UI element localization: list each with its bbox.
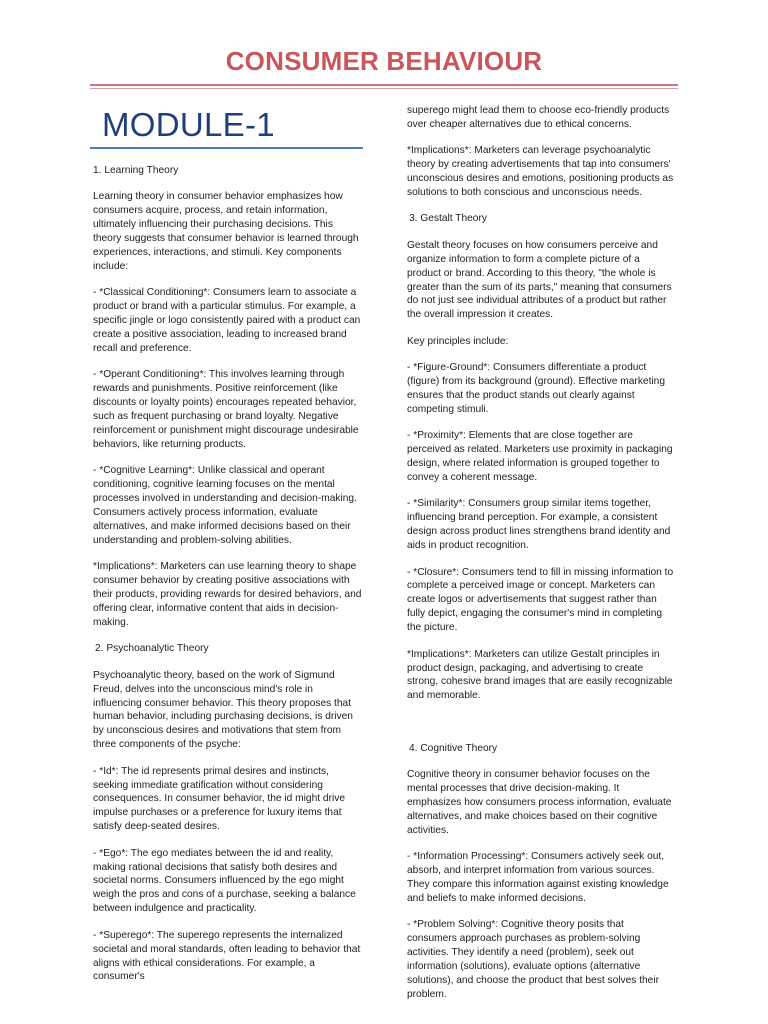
- paragraph: - *Superego*: The superego represents the internalized societal and moral standards, often leading to behavior that aligns with ethical considerations. For example, a consumer's: [93, 929, 361, 983]
- paragraph: superego might lead them to choose eco-friendly products over cheaper alternatives due to ethical concerns.: [407, 105, 670, 130]
- paragraph: - *Similarity*: Consumers group similar items together, influencing brand perception. For example, a consistent design across product lines strengthens brand identity and aids in product recognition.: [407, 498, 671, 552]
- heading-psychoanalytic-theory: 2. Psychoanalytic Theory: [95, 643, 209, 655]
- paragraph: - *Operant Conditioning*: This involves learning through rewards and punishments. Positive reinforcement (like discounts or loyalty points) encourages repeated behavior, such as frequent purchasing or brand loyalty. Negative reinforcement or punishment might discourage undesirable behaviors, like returning products.: [93, 369, 359, 450]
- module-rule: [90, 147, 363, 149]
- paragraph: Cognitive theory in consumer behavior focuses on the mental processes that drive decision-making. It emphasizes how consumers process information, evaluate alternatives, and make choices based on their cognitive activities.: [407, 769, 672, 836]
- left-column: [93, 164, 363, 997]
- title-rule-bottom: [90, 88, 678, 89]
- paragraph: Psychoanalytic theory, based on the work of Sigmund Freud, delves into the unconscious mind's role in influencing consumer behavior. This theory proposes that human behavior, including purchasing decisions, is driven by unconscious desires and motivations that stem from three components of the psyche:: [93, 669, 353, 751]
- paragraph: *Implications*: Marketers can use learning theory to shape consumer behavior by creating positive associations with their products, providing rewards for desired behaviors, and offering clear, informative content that aids in decision-making.: [93, 561, 362, 628]
- paragraph: - *Classical Conditioning*: Consumers learn to associate a product or brand with a particular stimulus. For example, a specific jingle or logo consistently paired with a product can create a positive association, leading to increased brand recall and preference.: [93, 287, 361, 354]
- document-title: CONSUMER BEHAVIOUR: [225, 46, 543, 76]
- paragraph: *Implications*: Marketers can utilize Gestalt principles in product design, packaging, and advertising to create strong, cohesive brand images that are easily recognizable and memorable.: [407, 648, 673, 702]
- paragraph: Gestalt theory focuses on how consumers perceive and organize information to form a complete picture of a product or brand. According to this theory, "the whole is greater than the sum of its parts," meaning that consumers do not just see individual attributes of a product but rather the overall impression it creates.: [407, 239, 672, 321]
- paragraph: - *Information Processing*: Consumers actively seek out, absorb, and interpret information from various sources. They compare this information against existing knowledge and beliefs to make informed decisions.: [407, 851, 669, 904]
- paragraph: - *Id*: The id represents primal desires and instincts, seeking immediate gratification without considering consequences. In consumer behavior, the id might drive impulse purchases or a preference for luxury items that satisfy deep-seated desires.: [93, 765, 346, 833]
- paragraph: Learning theory in consumer behavior emphasizes how consumers acquire, process, and retain information, ultimately influencing their purchasing decisions. This theory suggests that consumer behavior is learned through experiences, interactions, and stimuli. Key components include:: [93, 191, 359, 272]
- paragraph: Key principles include:: [407, 335, 509, 347]
- module-heading: MODULE-1: [102, 106, 275, 143]
- paragraph: - *Closure*: Consumers tend to fill in missing information to complete a perceived image or concept. Marketers can create logos or advertisements that suggest rather than fully depict, engaging the consumer's mind in completing the picture.: [407, 566, 674, 634]
- title-rule-top: [90, 84, 678, 86]
- paragraph: - *Proximity*: Elements that are close together are perceived as related. Marketers use proximity in packaging design, where related information is grouped together to convey a coherent message.: [407, 430, 673, 484]
- right-column: [407, 104, 675, 1014]
- heading-gestalt-theory: 3. Gestalt Theory: [409, 213, 487, 225]
- paragraph: - *Ego*: The ego mediates between the id and reality, making rational decisions that satisfy both desires and societal norms. Consumers influenced by the ego might weigh the pros and cons of a purchase, seeking a balance between indulgence and practicality.: [93, 847, 356, 915]
- paragraph: *Implications*: Marketers can leverage psychoanalytic theory by creating advertisements that tap into consumers' unconscious desires and emotions, positioning products as solutions to both conscious and unconscious needs.: [407, 145, 674, 199]
- heading-learning-theory: 1. Learning Theory: [93, 165, 179, 176]
- heading-cognitive-theory: 4. Cognitive Theory: [409, 742, 498, 754]
- spacer: [407, 716, 675, 742]
- paragraph: - *Figure-Ground*: Consumers differentiate a product (figure) from its background (ground). Effective marketing ensures that the product stands out clearly against competing stimuli.: [407, 362, 666, 415]
- paragraph: - *Cognitive Learning*: Unlike classical and operant conditioning, cognitive learning focuses on the mental processes involved in understanding and decision-making. Consumers actively process information, evaluate alternatives, and make informed decisions based on their understanding and problem-solving abilities.: [93, 465, 357, 546]
- paragraph: - *Problem Solving*: Cognitive theory posits that consumers approach purchases as problem-solving activities. They identify a need (problem), seek out information (solutions), evaluate options (alternative solutions), and choose the product that best solves their problem.: [407, 919, 660, 1000]
